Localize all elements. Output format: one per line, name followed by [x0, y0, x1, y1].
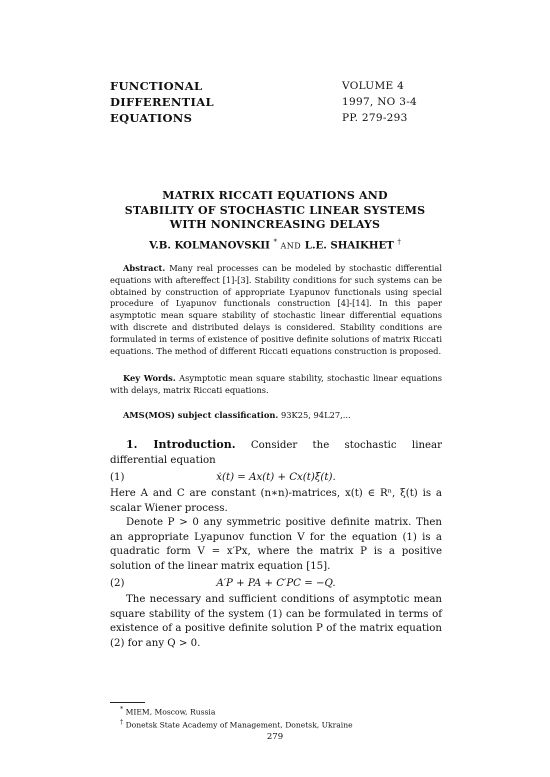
footnote-mark: * [273, 238, 277, 246]
section-lead-text: Consider the stochastic linear differential equation [110, 440, 442, 466]
keywords-text: Asymptotic mean square stability, stochastic linear equations with delays, matrix Riccati equations. [110, 373, 442, 395]
title-line: MATRIX RICCATI EQUATIONS AND [162, 189, 388, 202]
abstract-text: Many real processes can be modeled by stochastic differential equations with aftereffect [1]-[3]. Stability conditions for such systems can be obtained by construction of appropriate Lyapunov functionals using special procedure of Lyapunov functionals construction [4]-[14]. In this paper asymptotic mean square stability of stochastic linear differential equations with discrete and distributed delays is considered. Stability conditions are formulated in terms of existence of positive definite solutions of matrix Riccati equations. The method of different Riccati equations construction is proposed. [110, 263, 443, 356]
paragraph: Here A and C are constant (n∗n)-matrices, x(t) ∈ Rⁿ, ξ(t) is a scalar Wiener process. [110, 488, 442, 514]
footnote-mark: † [120, 719, 124, 727]
keywords [110, 373, 442, 397]
title-line: WITH NONINCREASING DELAYS [169, 218, 381, 231]
section-intro [110, 438, 442, 468]
footnote-mark: * [120, 706, 124, 713]
equation-formula: ẋ(t) = Ax(t) + Cx(t)ξ̇(t). [216, 472, 336, 483]
author-name: L.E. SHAIKHET [304, 239, 394, 252]
journal-name [110, 78, 214, 126]
footnote [110, 705, 442, 718]
page-number: 279 [266, 732, 284, 742]
title-line: STABILITY OF STOCHASTIC LINEAR SYSTEMS [124, 203, 426, 217]
abstract-label: Abstract. [123, 263, 166, 273]
journal-name-line: EQUATIONS [110, 111, 193, 125]
volume-line: VOLUME 4 [342, 80, 405, 92]
equation-number: (2) [110, 578, 125, 589]
pages-line: PP. 279-293 [342, 112, 408, 124]
journal-name-line: DIFFERENTIAL [110, 95, 214, 109]
keywords-label: Key Words. [123, 373, 176, 383]
equation-2 [110, 574, 442, 593]
footnotes [110, 705, 442, 731]
equation-number: (1) [110, 472, 125, 483]
journal-name-line: FUNCTIONAL [110, 79, 203, 93]
author-name: V.B. KOLMANOVSKII [149, 239, 270, 252]
body-text [110, 438, 442, 651]
paper-title [0, 189, 550, 233]
footnote-text: Donetsk State Academy of Management, Donetsk, Ukraine [125, 720, 353, 730]
equation-formula: A′P + PA + C′PC = −Q. [216, 578, 336, 589]
paragraph: The necessary and sufficient conditions of asymptotic mean square stability of the system (1) can be formulated in terms of existence of a positive definite solution P of the matrix equation (2) for any Q > 0. [110, 594, 442, 649]
ams-text: 93K25, 94L27,... [280, 410, 351, 420]
footnote-mark: † [397, 238, 401, 246]
footnote [110, 718, 442, 731]
issue-year-line: 1997, NO 3-4 [342, 96, 418, 108]
footnote-text: MIEM, Moscow, Russia [125, 707, 216, 717]
paragraph: Denote P > 0 any symmetric positive definite matrix. Then an appropriate Lyapunov function V for the equation (1) is a quadratic form V = x′Px, where the matrix P is a positive solution of the linear matrix equation [15]. [110, 517, 442, 572]
equation-1 [110, 468, 442, 487]
abstract [110, 263, 442, 357]
ams-label: AMS(MOS) subject classification. [123, 410, 279, 420]
author-line [0, 238, 550, 251]
section-heading: 1. Introduction. [126, 438, 236, 451]
ams-classification [110, 410, 442, 422]
journal-issue-info [342, 78, 417, 126]
author-conjunction: AND [280, 241, 302, 251]
footnote-rule [110, 702, 145, 703]
